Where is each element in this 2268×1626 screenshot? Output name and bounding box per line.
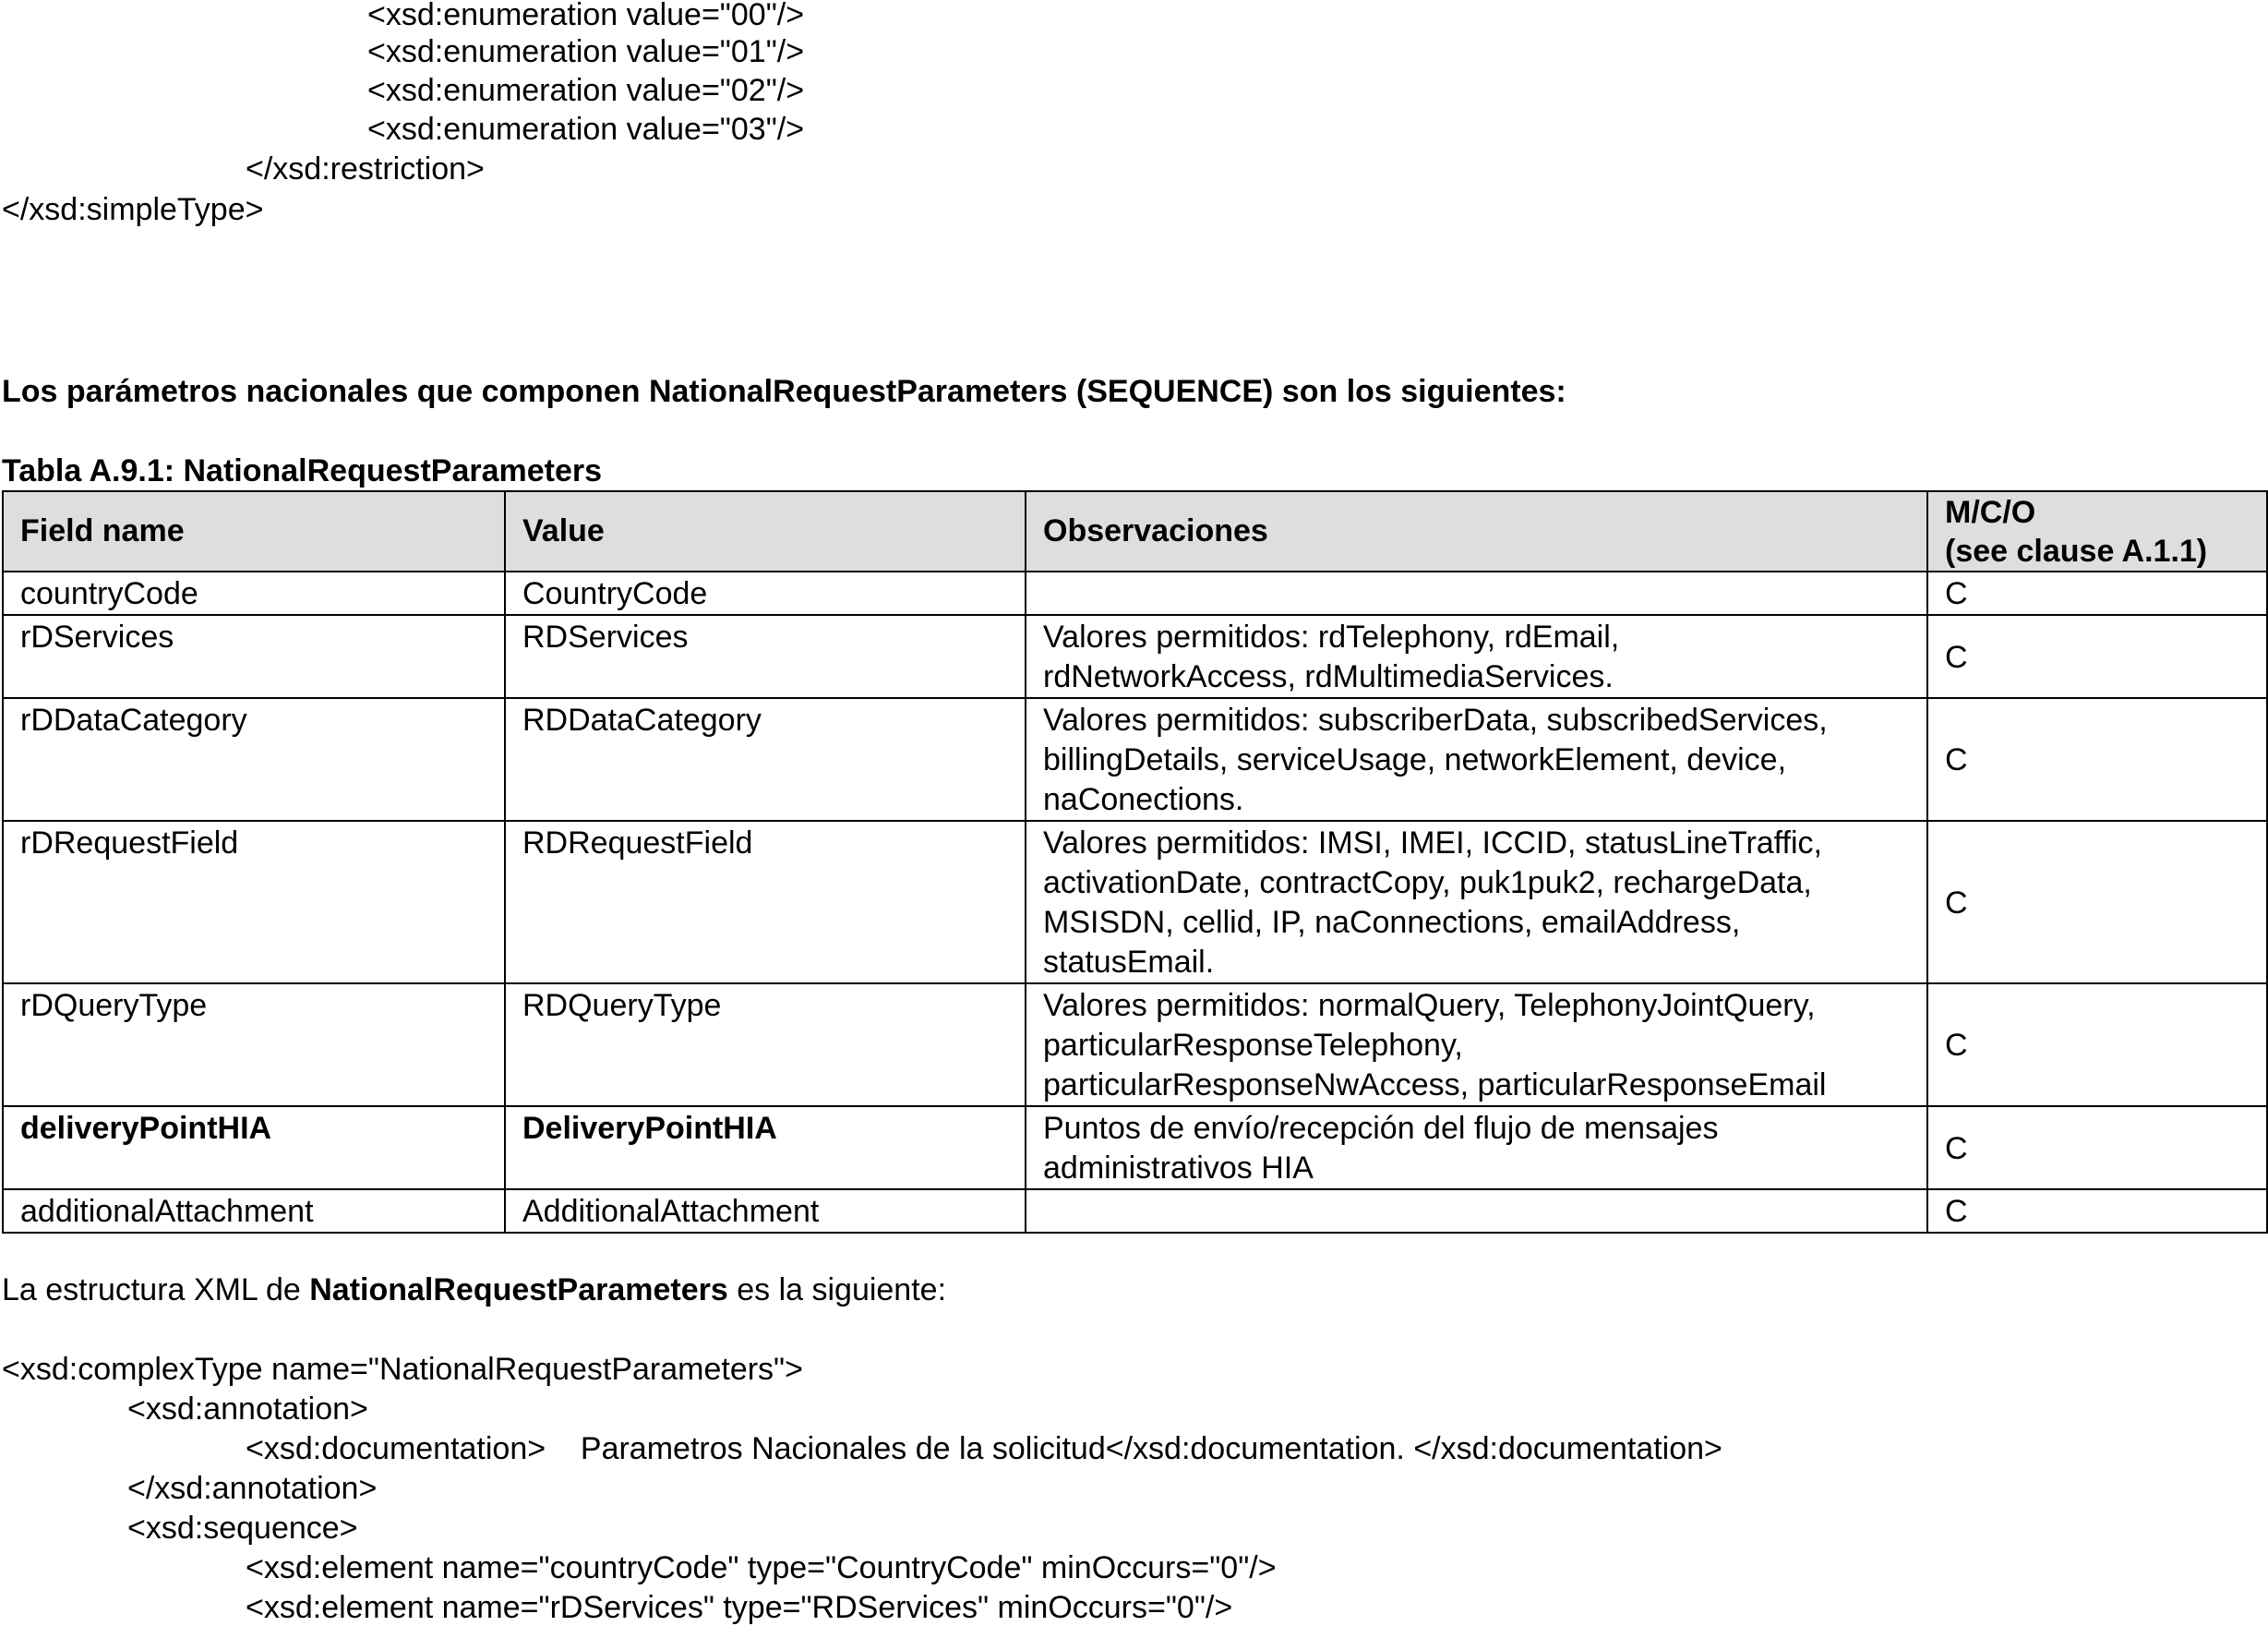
code-line: <xsd:enumeration value="01"/> bbox=[367, 34, 805, 69]
code-line: <xsd:element name="countryCode" type="CountryCode" minOccurs="0"/> bbox=[246, 1550, 1277, 1585]
code-line: <xsd:enumeration value="02"/> bbox=[367, 73, 805, 108]
code-line: <xsd:enumeration value="00"/> bbox=[367, 0, 805, 32]
observaciones-line: MSISDN, cellid, IP, naConnections, emailAddress, bbox=[1043, 905, 1741, 940]
cell-value: RDQueryType bbox=[505, 983, 1026, 1106]
cell-mco: C bbox=[1927, 821, 2267, 983]
code-line: <xsd:enumeration value="03"/> bbox=[367, 112, 805, 147]
observaciones-line: naConections. bbox=[1043, 782, 1244, 817]
cell-field-name: additionalAttachment bbox=[3, 1189, 505, 1233]
header-value: Value bbox=[505, 491, 1026, 572]
header-mco-line2: (see clause A.1.1) bbox=[1945, 533, 2208, 569]
code-line: <xsd:sequence> bbox=[127, 1511, 358, 1546]
cell-field-name: rDRequestField bbox=[3, 821, 505, 983]
cell-value: AdditionalAttachment bbox=[505, 1189, 1026, 1233]
table-body bbox=[3, 572, 2267, 1233]
table-row bbox=[3, 1189, 2267, 1233]
table-row bbox=[3, 698, 2267, 821]
code-line: <xsd:annotation> bbox=[127, 1391, 368, 1427]
cell-value: RDServices bbox=[505, 615, 1026, 698]
cell-mco: C bbox=[1927, 1189, 2267, 1233]
code-line: <xsd:documentation> Parametros Nacionales de la solicitud</xsd:documentation. </xsd:documentation> bbox=[246, 1431, 1722, 1466]
observaciones-line: Valores permitidos: subscriberData, subscribedServices, bbox=[1043, 703, 1828, 738]
header-mco bbox=[1927, 491, 2267, 572]
cell-field-name: rDServices bbox=[3, 615, 505, 698]
observaciones-line: particularResponseTelephony, bbox=[1043, 1028, 1463, 1063]
cell-field-name: deliveryPointHIA bbox=[3, 1106, 505, 1189]
structure-prefix: La estructura XML de bbox=[2, 1272, 310, 1307]
cell-mco: C bbox=[1927, 1106, 2267, 1189]
cell-mco: C bbox=[1927, 698, 2267, 821]
table-row bbox=[3, 983, 2267, 1106]
cell-value: RDDataCategory bbox=[505, 698, 1026, 821]
observaciones-line: particularResponseNwAccess, particularResponseEmail bbox=[1043, 1067, 1827, 1102]
observaciones-line: Valores permitidos: normalQuery, TelephonyJointQuery, bbox=[1043, 988, 1816, 1023]
structure-sentence bbox=[2, 1271, 946, 1308]
cell-field-name: rDQueryType bbox=[3, 983, 505, 1106]
observaciones-line: Valores permitidos: rdTelephony, rdEmail, bbox=[1043, 620, 1620, 655]
code-line: <xsd:element name="rDServices" type="RDServices" minOccurs="0"/> bbox=[246, 1590, 1233, 1625]
cell-field-name: rDDataCategory bbox=[3, 698, 505, 821]
cell-observaciones bbox=[1026, 615, 1927, 698]
cell-observaciones bbox=[1026, 983, 1927, 1106]
code-line: </xsd:simpleType> bbox=[2, 192, 264, 227]
intro-heading: Los parámetros nacionales que componen NationalRequestParameters (SEQUENCE) son los siguientes: bbox=[2, 374, 1566, 409]
table-row bbox=[3, 572, 2267, 615]
observaciones-line: billingDetails, serviceUsage, networkElement, device, bbox=[1043, 742, 1787, 777]
cell-value: CountryCode bbox=[505, 572, 1026, 615]
table-caption: Tabla A.9.1: NationalRequestParameters bbox=[2, 453, 603, 488]
observaciones-line: Puntos de envío/recepción del flujo de mensajes bbox=[1043, 1111, 1719, 1146]
cell-value: DeliveryPointHIA bbox=[505, 1106, 1026, 1189]
cell-mco: C bbox=[1927, 615, 2267, 698]
table-row bbox=[3, 615, 2267, 698]
header-field-name: Field name bbox=[3, 491, 505, 572]
cell-observaciones bbox=[1026, 1189, 1927, 1233]
structure-suffix: es la siguiente: bbox=[727, 1272, 947, 1307]
observaciones-line: administrativos HIA bbox=[1043, 1150, 1314, 1186]
observaciones-line: Valores permitidos: IMSI, IMEI, ICCID, statusLineTraffic, bbox=[1043, 825, 1822, 861]
code-line: </xsd:annotation> bbox=[127, 1471, 378, 1506]
cell-observaciones bbox=[1026, 698, 1927, 821]
table-row bbox=[3, 821, 2267, 983]
table-header-row bbox=[3, 491, 2267, 572]
structure-bold: NationalRequestParameters bbox=[309, 1272, 728, 1307]
header-mco-line1: M/C/O bbox=[1945, 494, 2036, 530]
cell-value: RDRequestField bbox=[505, 821, 1026, 983]
cell-mco: C bbox=[1927, 572, 2267, 615]
header-observaciones: Observaciones bbox=[1026, 491, 1927, 572]
observaciones-line: statusEmail. bbox=[1043, 945, 1215, 980]
observaciones-line: activationDate, contractCopy, puk1puk2, rechargeData, bbox=[1043, 865, 1812, 900]
code-line: <xsd:complexType name="NationalRequestParameters"> bbox=[2, 1352, 803, 1387]
table-row bbox=[3, 1106, 2267, 1189]
cell-field-name: countryCode bbox=[3, 572, 505, 615]
observaciones-line: rdNetworkAccess, rdMultimediaServices. bbox=[1043, 659, 1614, 694]
parameters-table bbox=[2, 490, 2268, 1234]
cell-observaciones bbox=[1026, 1106, 1927, 1189]
cell-observaciones bbox=[1026, 821, 1927, 983]
code-line: </xsd:restriction> bbox=[246, 151, 485, 187]
cell-observaciones bbox=[1026, 572, 1927, 615]
cell-mco: C bbox=[1927, 983, 2267, 1106]
